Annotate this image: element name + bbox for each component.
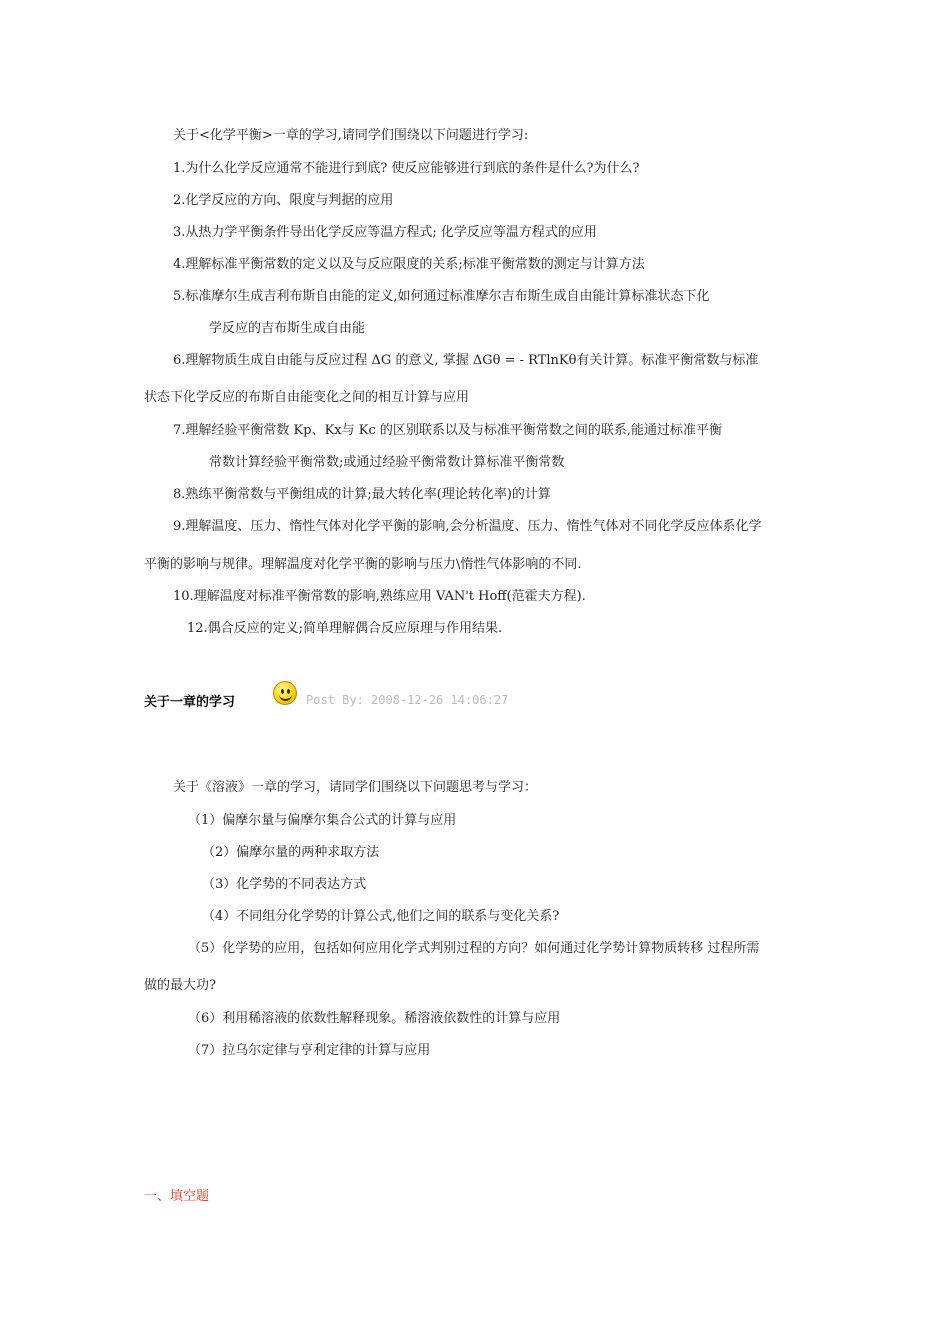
section1-intro: 关于<化学平衡>一章的学习,请同学们围绕以下问题进行学习: [173,128,529,143]
list-item-continuation: 做的最大功? [144,978,216,993]
list-item: （6）利用稀溶液的依数性解释现象。稀溶液依数性的计算与应用 [188,1011,561,1026]
list-item: （4）不同组分化学势的计算公式,他们之间的联系与变化关系? [202,909,560,924]
list-item: （7）拉乌尔定律与亨利定律的计算与应用 [188,1043,431,1058]
post-timestamp: Post By: 2008-12-26 14:06:27 [306,693,509,707]
list-item: 2.化学反应的方向、限度与判据的应用 [173,193,394,208]
smiley-icon [273,681,297,705]
list-item: 3.从热力学平衡条件导出化学反应等温方程式; 化学反应等温方程式的应用 [173,225,597,240]
list-item-continuation: 常数计算经验平衡常数;或通过经验平衡常数计算标准平衡常数 [209,455,565,470]
list-item: 1.为什么化学反应通常不能进行到底? 使反应能够进行到底的条件是什么?为什么? [173,161,640,176]
list-item: 4.理解标准平衡常数的定义以及与反应限度的关系;标准平衡常数的测定与计算方法 [173,257,645,272]
list-item: （3）化学势的不同表达方式 [202,877,367,892]
list-item: 7.理解经验平衡常数 Kp、Kx与 Kc 的区别联系以及与标准平衡常数之间的联系,能通过标准平衡 [173,423,723,438]
list-item-continuation: 状态下化学反应的布斯自由能变化之间的相互计算与应用 [144,390,470,405]
list-item: （5）化学势的应用，包括如何应用化学式判别过程的方向？如何通过化学势计算物质转移 过程所需 [188,941,760,956]
list-item-continuation: 学反应的吉布斯生成自由能 [209,321,366,336]
list-item: 6.理解物质生成自由能与反应过程 ΔG 的意义, 掌握 ΔGθ = - RTlnKθ有关计算。标准平衡常数与标准 [173,353,759,368]
list-item: 9.理解温度、压力、惰性气体对化学平衡的影响,会分析温度、压力、惰性气体对不同化学反应体系化学 [173,519,762,534]
list-item: （1）偏摩尔量与偏摩尔集合公式的计算与应用 [188,813,457,828]
post-title[interactable]: 关于一章的学习 [144,695,236,710]
section-heading: 一、填空题 [144,1189,210,1204]
list-item: 12.偶合反应的定义;简单理解偶合反应原理与作用结果. [187,621,503,636]
list-item: （2）偏摩尔量的两种求取方法 [202,845,380,860]
list-item: 10.理解温度对标准平衡常数的影响,熟练应用 VAN't Hoff(范霍夫方程). [173,589,586,604]
list-item: 8.熟练平衡常数与平衡组成的计算;最大转化率(理论转化率)的计算 [173,487,551,502]
list-item-continuation: 平衡的影响与规律。理解温度对化学平衡的影响与压力\惰性气体影响的不同. [144,557,582,572]
list-item: 5.标准摩尔生成吉利布斯自由能的定义,如何通过标准摩尔吉布斯生成自由能计算标准状态下化 [173,289,710,304]
section2-intro: 关于《溶液》一章的学习，请同学们围绕以下问题思考与学习： [173,780,538,795]
